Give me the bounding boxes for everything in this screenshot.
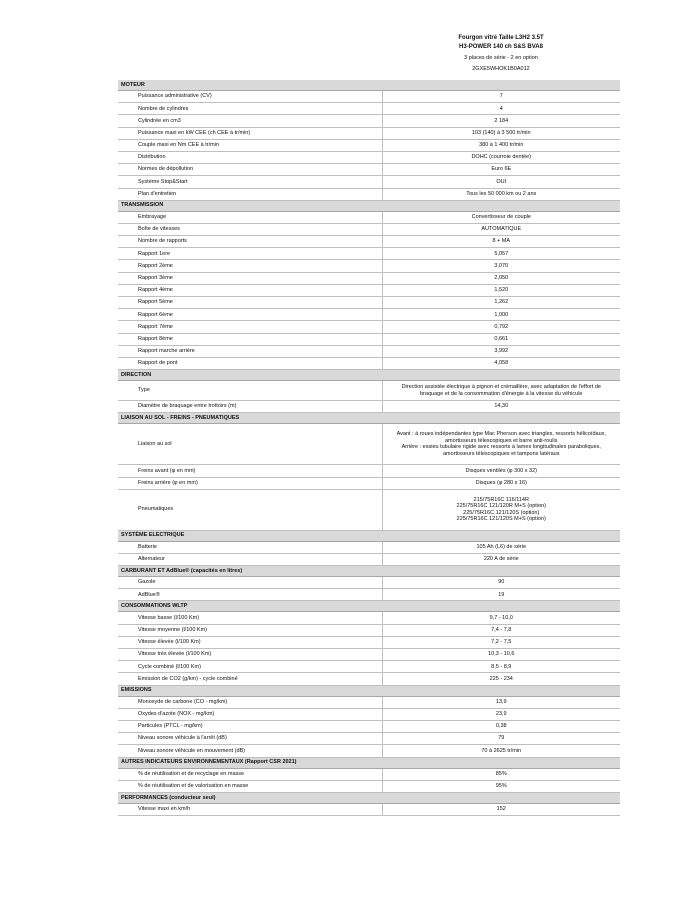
spec-label: Cycle combiné (l/100 Km) [118, 661, 382, 673]
spec-label: Couple maxi en Nm CEE à tr/min [118, 139, 382, 151]
spec-row [118, 151, 620, 163]
spec-value: 8,5 - 8,9 [382, 661, 620, 673]
spec-label: Embrayage [118, 211, 382, 223]
spec-value: 1,000 [382, 309, 620, 321]
spec-row [118, 272, 620, 284]
spec-label: Vitesse élevée (l/100 Km) [118, 636, 382, 648]
spec-row [118, 127, 620, 139]
section-title: SYSTÈME ELECTRIQUE [118, 530, 620, 541]
spec-row [118, 624, 620, 636]
spec-row [118, 733, 620, 745]
spec-label: Puissance administrative (CV) [118, 91, 382, 103]
section-header [118, 792, 620, 803]
spec-row [118, 768, 620, 780]
spec-row [118, 223, 620, 235]
spec-value: 4 [382, 103, 620, 115]
spec-value: 1,520 [382, 284, 620, 296]
spec-value: 79 [382, 733, 620, 745]
spec-value: 23,9 [382, 708, 620, 720]
spec-label: % de réutilisation et de recyclage en masse [118, 768, 382, 780]
spec-value: Direction assistée électrique à pignon et crémaillère, avec adaptation de l'effort de braquage et de la consommation d'énergie à la vitesse du véhicule [382, 381, 620, 401]
spec-row [118, 424, 620, 465]
spec-row [118, 381, 620, 401]
section-header [118, 566, 620, 577]
spec-value: 225 - 234 [382, 673, 620, 685]
spec-value: 103 (140) à 3 500 tr/min [382, 127, 620, 139]
spec-value: 85% [382, 768, 620, 780]
spec-label: Rapport de pont [118, 357, 382, 369]
section-header [118, 685, 620, 696]
spec-value: 0,792 [382, 321, 620, 333]
spec-value: 4,058 [382, 357, 620, 369]
section-title: EMISSIONS [118, 685, 620, 696]
section-header [118, 530, 620, 541]
spec-label: Niveau sonore véhicule en mouvement (dB) [118, 745, 382, 757]
spec-row [118, 553, 620, 565]
spec-value: 95% [382, 780, 620, 792]
spec-label: Rapport 1ere [118, 248, 382, 260]
spec-label: Nombre de rapports [118, 236, 382, 248]
spec-label: Freins avant (φ en mm) [118, 465, 382, 477]
spec-row [118, 541, 620, 553]
section-title: DIRECTION [118, 370, 620, 381]
spec-value: Tous les 50 000 km ou 2 ans [382, 188, 620, 200]
spec-value: 10,3 - 10,6 [382, 649, 620, 661]
spec-row [118, 636, 620, 648]
section-header [118, 601, 620, 612]
spec-value: 7,4 - 7,8 [382, 624, 620, 636]
spec-value: 70 à 2625 tr/min [382, 745, 620, 757]
spec-row [118, 248, 620, 260]
spec-row [118, 297, 620, 309]
spec-row [118, 649, 620, 661]
vehicle-title-line2: H3-POWER 140 ch S&S BVA8 [459, 44, 543, 50]
section-title: TRANSMISSION [118, 200, 620, 211]
spec-row [118, 696, 620, 708]
spec-row [118, 780, 620, 792]
seating-info: 3 places de série - 2 en option [464, 55, 538, 61]
spec-label: Oxydes d'azote (NOX - mg/km) [118, 708, 382, 720]
spec-row [118, 139, 620, 151]
section-header [118, 757, 620, 768]
spec-label: Vitesse moyenne (l/100 Km) [118, 624, 382, 636]
spec-row [118, 661, 620, 673]
spec-value: AUTOMATIQUE [382, 223, 620, 235]
spec-label: Niveau sonore véhicule à l'arrêt (dB) [118, 733, 382, 745]
section-header [118, 413, 620, 424]
spec-value: 13,9 [382, 696, 620, 708]
spec-row [118, 333, 620, 345]
spec-row [118, 673, 620, 685]
spec-label: Batterie [118, 541, 382, 553]
spec-value: Euro 6E [382, 164, 620, 176]
spec-label: Rapport 4ème [118, 284, 382, 296]
spec-value: 14,30 [382, 401, 620, 413]
spec-label: Rapport 5ème [118, 297, 382, 309]
spec-label: Cylindrée en cm3 [118, 115, 382, 127]
spec-label: Rapport 6ème [118, 309, 382, 321]
spec-label: Diamètre de braquage entre trottoirs (m) [118, 401, 382, 413]
spec-label: Plan d'entretien [118, 188, 382, 200]
spec-row [118, 465, 620, 477]
spec-label: Freins arrière (φ en mm) [118, 477, 382, 489]
section-title: PERFORMANCES (conducteur seul) [118, 792, 620, 803]
spec-table-body [118, 80, 620, 816]
section-title: MOTEUR [118, 80, 620, 91]
spec-row [118, 489, 620, 530]
spec-value: 7,2 - 7,5 [382, 636, 620, 648]
spec-value: 1,262 [382, 297, 620, 309]
spec-row [118, 589, 620, 601]
spec-label: Type [118, 381, 382, 401]
spec-table [118, 80, 620, 816]
spec-value: Avant : à roues indépendantes type Mac Pherson avec triangles, ressorts hélicoïdaux, amortisseurs télescopiques et barre anti-roulis Arrière : essieu tubulaire rigide avec ressorts à lames longitudinales paraboliques, amortisseurs télescopiques et tampons latéraux [382, 424, 620, 465]
spec-value: 3,070 [382, 260, 620, 272]
spec-row [118, 321, 620, 333]
spec-row [118, 115, 620, 127]
spec-label: AdBlue® [118, 589, 382, 601]
section-header [118, 80, 620, 91]
spec-value: 19 [382, 589, 620, 601]
spec-value: 0,38 [382, 720, 620, 732]
spec-value: 105 Ah (L6) de série [382, 541, 620, 553]
spec-row [118, 477, 620, 489]
vehicle-title-line1: Fourgon vitré Taille L3H2 3.5T [458, 35, 544, 41]
spec-value: 3,992 [382, 345, 620, 357]
spec-label: Monoxyde de carbone (CO - mg/km) [118, 696, 382, 708]
spec-row [118, 176, 620, 188]
spec-row [118, 803, 620, 815]
section-title: CARBURANT ET AdBlue® (capacités en litres) [118, 566, 620, 577]
spec-row [118, 720, 620, 732]
spec-label: Gazole [118, 577, 382, 589]
spec-value: 0,661 [382, 333, 620, 345]
spec-value: 215/75R16C 116/114R 225/75R16C 121/120R M+S (option) 225/75R16C 121/120S (option) 225/75R16C 121/120S M+S (option) [382, 489, 620, 530]
vehicle-header [382, 34, 620, 73]
spec-label: Particules (PTCL - mg/km) [118, 720, 382, 732]
spec-label: Système Stop&Start [118, 176, 382, 188]
spec-row [118, 91, 620, 103]
spec-value: 5,057 [382, 248, 620, 260]
spec-row [118, 401, 620, 413]
spec-value: 380 à 1 400 tr/min [382, 139, 620, 151]
spec-row [118, 345, 620, 357]
spec-row [118, 211, 620, 223]
section-title: CONSOMMATIONS WLTP [118, 601, 620, 612]
spec-row [118, 188, 620, 200]
spec-value: 7 [382, 91, 620, 103]
spec-row [118, 357, 620, 369]
spec-value: Disques ventilés (φ 300 x 32) [382, 465, 620, 477]
spec-label: Boîte de vitesses [118, 223, 382, 235]
spec-label: Rapport 8ème [118, 333, 382, 345]
section-header [118, 370, 620, 381]
spec-label: Normes de dépollution [118, 164, 382, 176]
spec-label: Rapport 3ème [118, 272, 382, 284]
spec-value: 152 [382, 803, 620, 815]
vehicle-code: 2GXE5WHOK1B0A012 [472, 66, 530, 72]
spec-label: Rapport 7ème [118, 321, 382, 333]
spec-value: Convertisseur de couple [382, 211, 620, 223]
spec-label: % de réutilisation et de valorisation en masse [118, 780, 382, 792]
spec-value: 9,7 - 10,0 [382, 612, 620, 624]
spec-row [118, 577, 620, 589]
spec-row [118, 612, 620, 624]
spec-value: 90 [382, 577, 620, 589]
spec-value: OUI [382, 176, 620, 188]
section-title: AUTRES INDICATEURS ENVIRONNEMENTAUX (Rapport CSR 2021) [118, 757, 620, 768]
spec-label: Rapport 2ème [118, 260, 382, 272]
spec-row [118, 260, 620, 272]
spec-label: Vitesse basse (l/100 Km) [118, 612, 382, 624]
spec-label: Emission de CO2 (g/km) - cycle combiné [118, 673, 382, 685]
spec-value: Disques (φ 280 x 16) [382, 477, 620, 489]
spec-label: Nombre de cylindres [118, 103, 382, 115]
spec-row [118, 745, 620, 757]
spec-value: 8 + MA [382, 236, 620, 248]
spec-row [118, 284, 620, 296]
spec-label: Distribution [118, 151, 382, 163]
section-header [118, 200, 620, 211]
spec-label: Pneumatiques [118, 489, 382, 530]
spec-label: Vitesse très élevée (l/100 Km) [118, 649, 382, 661]
spec-label: Liaison au sol [118, 424, 382, 465]
spec-row [118, 164, 620, 176]
spec-row [118, 309, 620, 321]
spec-row [118, 236, 620, 248]
spec-label: Puissance maxi en kW CEE (ch CEE à tr/min) [118, 127, 382, 139]
spec-row [118, 708, 620, 720]
spec-label: Vitesse maxi en km/h [118, 803, 382, 815]
spec-label: Alternateur [118, 553, 382, 565]
spec-value: 220 A de série [382, 553, 620, 565]
spec-row [118, 103, 620, 115]
spec-value: 2,050 [382, 272, 620, 284]
section-title: LIAISON AU SOL - FREINS - PNEUMATIQUES [118, 413, 620, 424]
spec-value: DOHC (courroie dentée) [382, 151, 620, 163]
spec-value: 2 184 [382, 115, 620, 127]
spec-label: Rapport marche arrière [118, 345, 382, 357]
